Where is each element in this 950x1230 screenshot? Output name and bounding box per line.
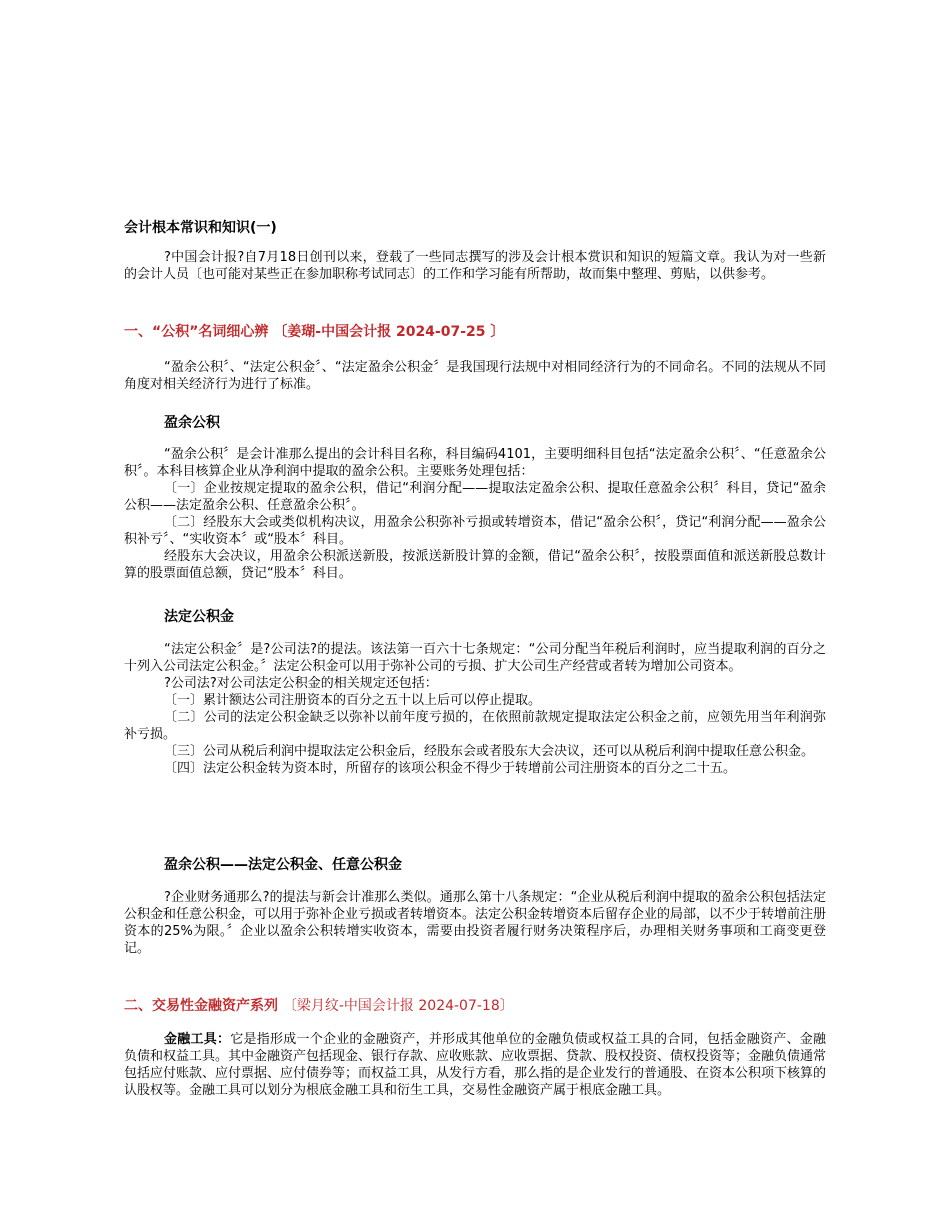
section-2-body — [124, 1031, 826, 1099]
paragraph: 〔二〕公司的法定公积金缺乏以弥补以前年度亏损的，在依照前款规定提取法定公积金之前，应领先用当年利润弥补亏损。 — [124, 710, 826, 742]
section-2-heading-source: 〔梁月纹-中国会计报 2024-07-18〕 — [282, 998, 514, 1014]
paragraph: ?公司法?对公司法定公积金的相关规定还包括： — [164, 676, 438, 691]
paragraph: 〔一〕累计额达公司注册资本的百分之五十以上后可以停止提取。 — [164, 693, 542, 708]
subsection-statutory-heading-block — [124, 606, 826, 626]
subsection-statutory-body — [124, 641, 826, 777]
section-1-heading: 一、“公积”名词细心辨 〔姜瑚-中国会计报 2024-07-25 〕 — [124, 324, 505, 340]
section-1-intro: “盈余公积〞、“法定公积金〞、“法定盈余公积金〞是我国现行法规中对相同经济行为的不同命名。不同的法规从不同角度对相关经济行为进行了标准。 — [124, 360, 826, 392]
subsection-reserve-heading-block — [124, 854, 826, 874]
paragraph: 〔二〕经股东大会或类似机构决议，用盈余公积弥补亏损或转增资本，借记“盈余公积〞，贷记“利润分配——盈余公积补亏〞、“实收资本〞或“股本〞科目。 — [124, 515, 826, 547]
paragraph: “盈余公积〞是会计准那么提出的会计科目名称，科目编码4101，主要明细科目包括“法定盈余公积〞、“任意盈余公积〞。本科目核算企业从净利润中提取的盈余公积。主要账务处理包括： — [124, 447, 826, 479]
paragraph: ?企业财务通那么?的提法与新会计准那么类似。通那么第十八条规定：“企业从税后利润中提取的盈余公积包括法定公积金和任意公积金，可以用于弥补企业亏损或者转增资本。法定公积金转增资本后留存企业的局部，以不少于转增前注册资本的25%为限。〞企业以盈余公积转增实收资本，需要由投资者履行财务决策程序后，办理相关财务事项和工商变更登记。 — [124, 890, 827, 956]
paragraph: 〔四〕法定公积金转为资本时，所留存的该项公积金不得少于转增前公司注册资本的百分之二十五。 — [164, 761, 737, 776]
subsection-surplus-body — [124, 446, 826, 582]
intro-block — [124, 249, 826, 283]
subsection-statutory-heading: 法定公积金 — [164, 609, 234, 625]
paragraph: “法定公积金〞是?公司法?的提法。该法第一百六十七条规定：“公司分配当年税后利润时，应当提取利润的百分之十列入公司法定公积金。〞法定公积金可以用于弥补公司的亏损、扩大公司生产经营或者转为增加公司资本。 — [124, 642, 826, 674]
paragraph: 经股东大会决议，用盈余公积派送新股，按派送新股计算的金额，借记“盈余公积〞，按股票面值和派送新股总数计算的股票面值总额，贷记“股本〞科目。 — [124, 549, 826, 581]
paragraph: 〔一〕企业按规定提取的盈余公积，借记“利润分配——提取法定盈余公积、提取任意盈余公积〞科目，贷记“盈余公积——法定盈余公积、任意盈余公积〞。 — [124, 481, 826, 513]
document-title: 会计根本常识和知识(一) — [124, 220, 277, 236]
paragraph-text: 它是指形成一个企业的金融资产，并形成其他单位的金融负债或权益工具的合同，包括金融资产、金融负债和权益工具。其中金融资产包括现金、银行存款、应收账款、应收票据、贷款、股权投资、债权投资等；金融负债通常包括应付账款、应付票据、应付债券等；而权益工具，从发行方看，那么指的是企业发行的普通股、在资本公积项下核算的认股权等。金融工具可以划分为根底金融工具和衍生工具，交易性金融资产属于根底金融工具。 — [124, 1032, 827, 1098]
paragraph — [124, 1031, 826, 1099]
section-2-heading — [124, 995, 826, 1015]
term-financial-instrument: 金融工具： — [164, 1032, 231, 1047]
paragraph: 〔三〕公司从税后利润中提取法定公积金后，经股东会或者股东大会决议，还可以从税后利润中提取任意公积金。 — [164, 744, 815, 759]
subsection-reserve-body — [124, 889, 826, 957]
section-2-heading-block — [124, 995, 826, 1015]
intro-paragraph: ?中国会计报?自7月18日创刊以来，登载了一些同志撰写的涉及会计根本赏识和知识的短篇文章。我认为对一些新的会计人员〔也可能对某些正在参加职称考试同志〕的工作和学习能有所帮助，故而集中整理、剪贴，以供参考。 — [124, 250, 826, 282]
section-2-heading-title: 二、交易性金融资产系列 — [124, 998, 278, 1014]
subsection-surplus-heading-block — [124, 412, 826, 432]
section-1-intro-block — [124, 359, 826, 393]
subsection-surplus-heading: 盈余公积 — [164, 415, 220, 431]
section-1-heading-block — [124, 321, 826, 341]
subsection-reserve-heading: 盈余公积——法定公积金、任意公积金 — [164, 857, 402, 873]
